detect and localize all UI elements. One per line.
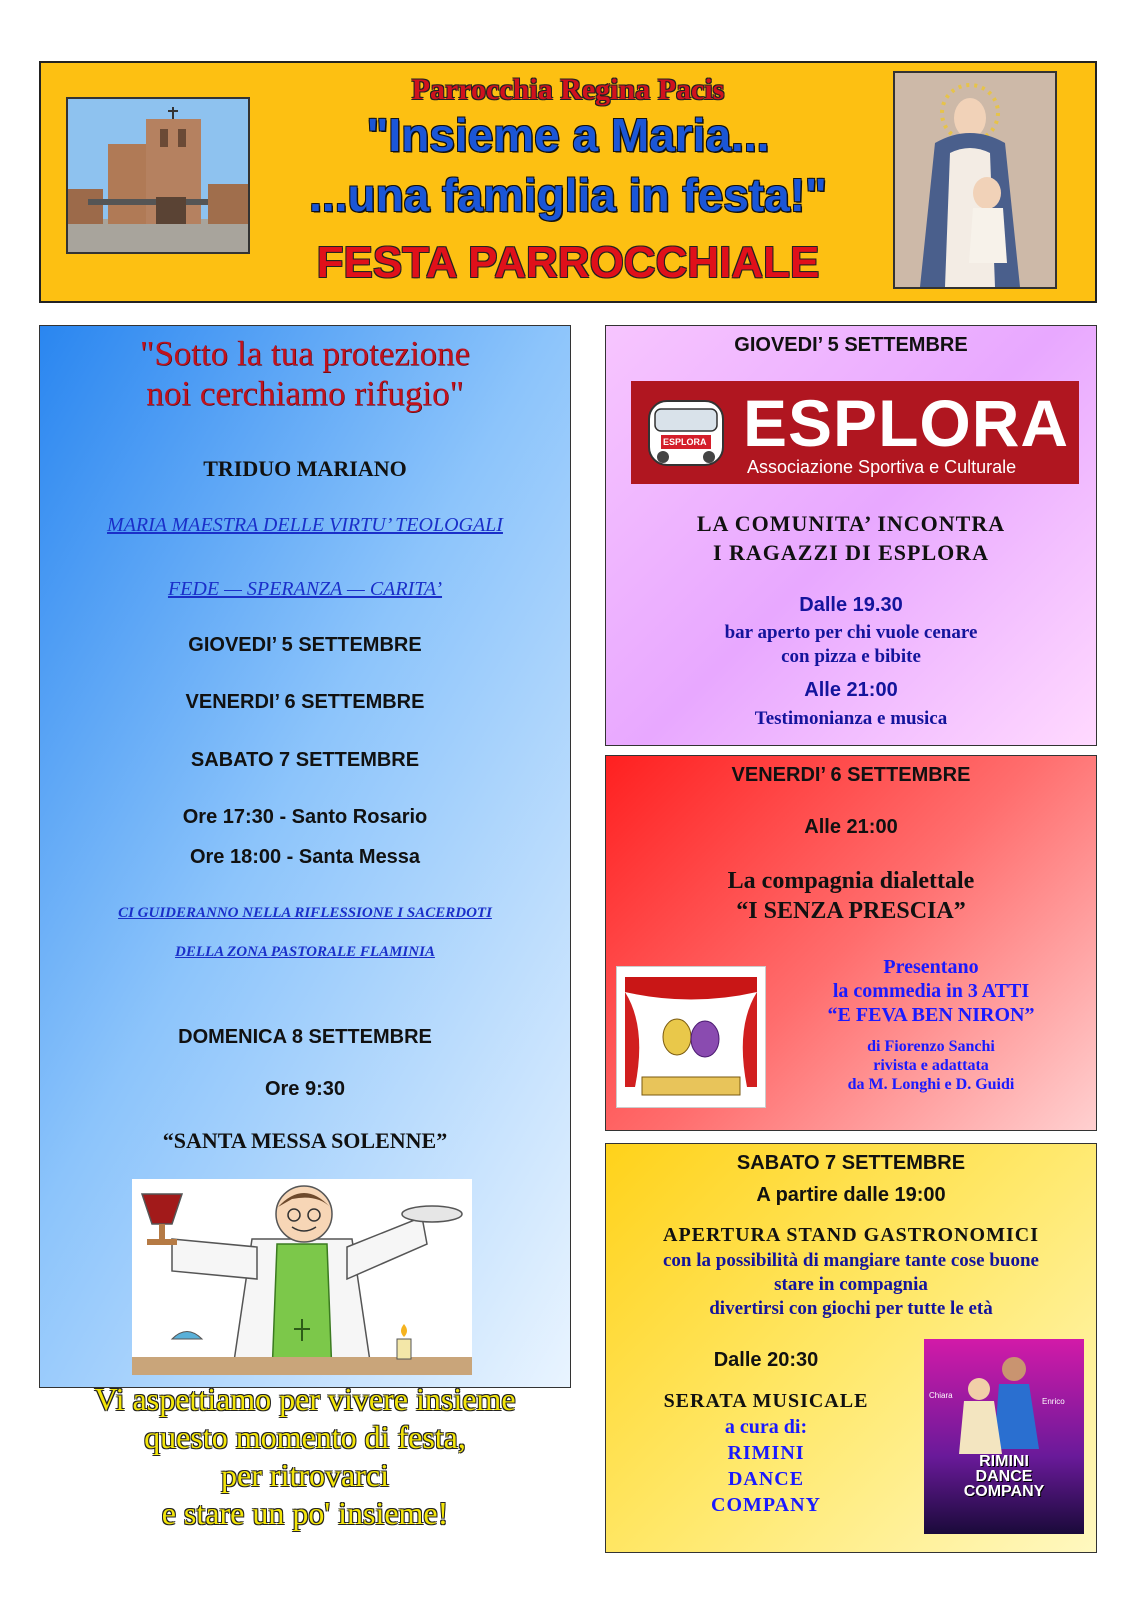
saturday-date: SABATO 7 SETTEMBRE <box>736 1152 966 1174</box>
rosario-time: Ore 17:30 - Santo Rosario <box>182 806 428 828</box>
van-badge: ESPLORA <box>663 437 707 447</box>
quote-line-2: noi cerchiamo rifugio" <box>146 374 464 413</box>
saturday-desc-1: con la possibilità di mangiare tante cose buone <box>663 1250 1039 1271</box>
closing-line-3: per ritrovarci <box>221 1457 389 1493</box>
friday-panel <box>605 755 1097 1131</box>
esplora-logo <box>631 381 1079 484</box>
triduo-title: TRIDUO MARIANO <box>203 456 407 481</box>
friday-present-3: “E FEVA BEN NIRON” <box>827 1004 1035 1026</box>
closing-line-1: Vi aspettiamo per vivere insieme <box>94 1381 516 1417</box>
theater-illustration <box>616 966 766 1108</box>
poster-name-1: Chiara <box>929 1391 953 1400</box>
saturday-music: SERATA MUSICALE <box>663 1390 869 1412</box>
theater-drawing <box>617 967 765 1107</box>
friday-title-2: “I SENZA PRESCIA” <box>736 898 966 924</box>
priest-illustration <box>132 1179 472 1375</box>
parish-name: Parrocchia Regina Pacis <box>411 73 725 106</box>
thursday-time-2: Alle 21:00 <box>804 679 898 701</box>
triduo-day-1: GIOVEDI’ 5 SETTEMBRE <box>188 634 422 656</box>
closing-message <box>20 1380 590 1550</box>
company-line-3: COMPANY <box>711 1494 821 1516</box>
friday-time: Alle 21:00 <box>804 816 898 838</box>
motto-line-1: "Insieme a Maria... <box>366 109 770 161</box>
thursday-date: GIOVEDI’ 5 SETTEMBRE <box>734 334 968 356</box>
saturday-start: A partire dalle 19:00 <box>756 1184 946 1206</box>
friday-title-1: La compagnia dialettale <box>727 868 975 894</box>
friday-author-3: da M. Longhi e D. Guidi <box>847 1076 1015 1093</box>
thursday-title-2: I RAGAZZI DI ESPLORA <box>712 540 990 565</box>
company-line-2: DANCE <box>727 1468 805 1490</box>
thursday-title-1: LA COMUNITA’ INCONTRA <box>696 511 1006 536</box>
thursday-time-1: Dalle 19.30 <box>799 594 903 616</box>
priest-drawing <box>132 1179 472 1375</box>
guide-line-2: DELLA ZONA PASTORALE FLAMINIA <box>175 944 435 960</box>
saturday-panel <box>605 1143 1097 1553</box>
festa-title: FESTA PARROCCHIALE <box>316 238 820 287</box>
sunday-date: DOMENICA 8 SETTEMBRE <box>178 1026 432 1048</box>
esplora-subtitle: Associazione Sportiva e Culturale <box>747 457 1017 477</box>
sunday-time: Ore 9:30 <box>264 1078 346 1100</box>
friday-present-1: Presentano <box>883 956 979 978</box>
friday-date: VENERDI’ 6 SETTEMBRE <box>731 764 971 786</box>
motto-line-2: ...una famiglia in festa!" <box>309 169 827 221</box>
saturday-desc-2: stare in compagnia <box>774 1274 928 1295</box>
friday-present-2: la commedia in 3 ATTI <box>832 980 1030 1002</box>
solemn-mass: “SANTA MESSA SOLENNE” <box>162 1128 448 1153</box>
header-banner <box>39 61 1097 303</box>
thursday-panel <box>605 325 1097 746</box>
van-icon <box>641 381 731 484</box>
esplora-name: ESPLORA <box>743 386 1070 460</box>
saturday-desc-3: divertirsi con giochi per tutte le età <box>709 1298 993 1319</box>
triduo-panel <box>39 325 571 1388</box>
theme-text: MARIA MAESTRA DELLE VIRTU’ TEOLOGALI <box>107 514 503 536</box>
poster-name-2: Enrico <box>1042 1397 1065 1406</box>
quote-line-1: "Sotto la tua protezione <box>139 334 471 373</box>
triduo-day-3: SABATO 7 SETTEMBRE <box>190 749 420 771</box>
company-line-1: RIMINI <box>727 1442 805 1464</box>
friday-author-2: rivista e adattata <box>873 1057 989 1074</box>
virtues-text: FEDE — SPERANZA — CARITA’ <box>167 578 443 600</box>
messa-time: Ore 18:00 - Santa Messa <box>189 846 421 868</box>
saturday-stand: APERTURA STAND GASTRONOMICI <box>663 1224 1039 1246</box>
dance-company-poster <box>924 1339 1084 1534</box>
saturday-cura: a cura di: <box>724 1416 808 1438</box>
saturday-time-2: Dalle 20:30 <box>713 1349 819 1371</box>
poster-title: RIMINI DANCE COMPANY <box>963 1453 1045 1500</box>
guide-line-1: CI GUIDERANNO NELLA RIFLESSIONE I SACERDOTI <box>118 905 492 921</box>
triduo-day-2: VENERDI’ 6 SETTEMBRE <box>185 691 425 713</box>
closing-line-2: questo momento di festa, <box>144 1419 466 1455</box>
closing-line-4: e stare un po' insieme! <box>161 1495 449 1531</box>
dancers-drawing <box>924 1339 1084 1534</box>
friday-author-1: di Fiorenzo Sanchi <box>867 1038 995 1055</box>
thursday-desc-1b: con pizza e bibite <box>781 646 921 667</box>
thursday-desc-1a: bar aperto per chi vuole cenare <box>724 622 978 643</box>
thursday-desc-2: Testimonianza e musica <box>754 708 948 729</box>
